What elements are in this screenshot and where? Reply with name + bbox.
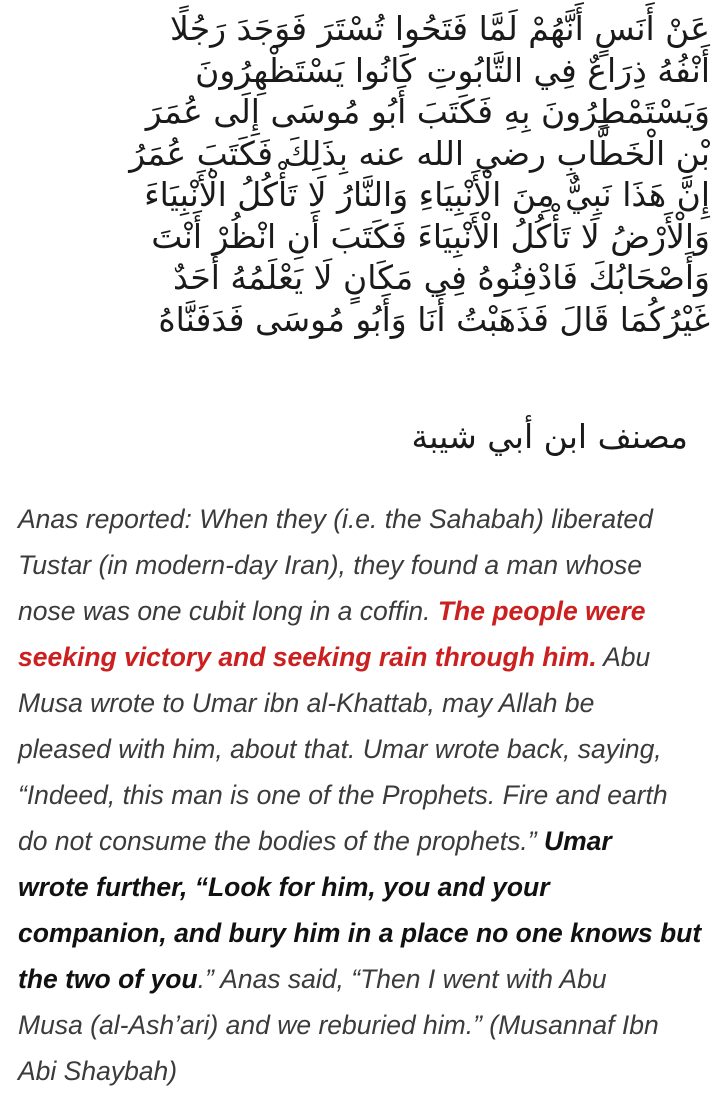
translation-line [18,818,708,864]
translation-text: .” Anas said, “Then I went with Abu [197,964,607,994]
arabic-line: وَأَصْحَابُكَ فَادْفِنُوهُ فِي مَكَانٍ لَا يَعْلَمُهُ أَحَدٌ [173,258,710,297]
translation-line: Musa wrote to Umar ibn al-Khattab, may Allah be [18,688,595,718]
arabic-line: أَنْفُهُ ذِرَاعٌ فِي التَّابُوتِ كَانُوا يَسْتَظْهِرُونَ [195,50,710,90]
arabic-line: بْنِ الْخَطَّابِ رضي الله عنه بِذَلِكَ فَكَتَبَ عُمَرُ [129,133,710,173]
arabic-line: عَنْ أَنَسٍ أَنَّهُمْ لَمَّا فَتَحُوا تُسْتَرَ فَوَجَدَ رَجُلًا [170,9,710,48]
translation-text: nose was one cubit long in a coffin. [18,596,438,626]
translation-line: Abi Shaybah) [18,1056,178,1086]
translation-line: Musa (al-Ash’ari) and we reburied him.” (Musannaf Ibn [18,1010,659,1040]
arabic-line: وَيَسْتَمْطِرُونَ بِهِ فَكَتَبَ أَبُو مُوسَى إِلَى عُمَرَ [145,92,710,131]
translation-line: Tustar (in modern-day Iran), they found a man whose [18,550,643,580]
source-title: مصنف ابن أبي شيبة [411,417,688,456]
translation-line: Anas reported: When they (i.e. the Sahabah) liberated [18,504,653,534]
translation-line [18,588,708,634]
translation-line [18,634,708,680]
arabic-hadith-text [20,8,710,340]
highlighted-text: seeking victory and seeking rain through him. [18,642,597,672]
translation-line: pleased with him, about that. Umar wrote back, saying, [18,734,662,764]
arabic-line: وَالْأَرْضُ لَا تَأْكُلُ الْأَنْبِيَاءَ فَكَتَبَ أَنِ انْظُرْ أَنْتَ [151,216,710,256]
translation-line: “Indeed, this man is one of the Prophets. Fire and earth [18,780,668,810]
arabic-line: إِنَّ هَذَا نَبِيٌّ مِنَ الْأَنْبِيَاءِ وَالنَّارُ لَا تَأْكُلُ الْأَنْبِيَاءَ [144,175,710,214]
translation-text: do not consume the bodies of the prophets.” [18,826,544,856]
english-translation [18,496,708,1094]
arabic-line: غَيْرُكُمَا قَالَ فَذَهَبْتُ أَنَا وَأَبُو مُوسَى فَدَفَنَّاهُ [158,299,710,339]
translation-text: Abu [596,642,651,672]
bold-text: wrote further, “Look for him, you and your [18,872,550,902]
bold-text: companion, and bury him in a place no one knows but [18,918,702,948]
bold-text: Umar [543,826,612,856]
highlighted-text: The people were [437,596,646,626]
bold-text: the two of you [18,964,198,994]
translation-line [18,956,708,1002]
